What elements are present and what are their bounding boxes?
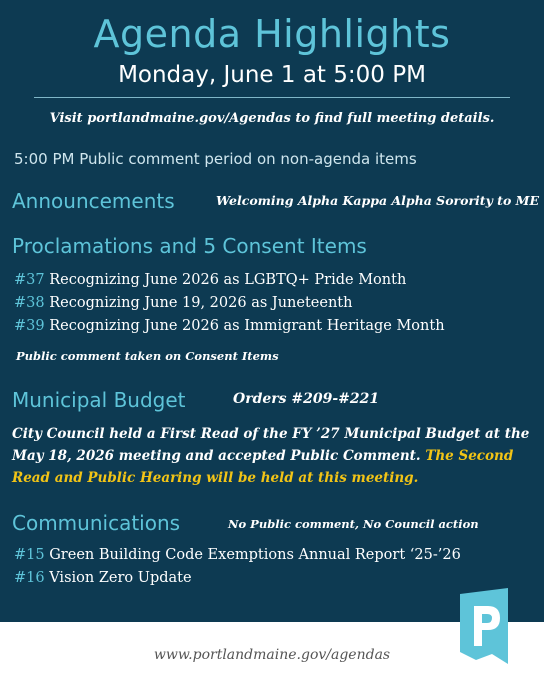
communications-note: No Public comment, No Council action [228,517,479,531]
title-divider [34,97,510,98]
item-number: #39 [14,318,45,334]
budget-heading: Municipal Budget [12,388,186,412]
budget-orders: Orders #209-#221 [233,391,380,407]
page-title: Agenda Highlights [93,12,451,56]
item-text: Recognizing June 2026 as LGBTQ+ Pride Month [49,272,407,288]
item-text: Green Building Code Exemptions Annual Report ‘25-’26 [49,547,461,563]
item-text: Vision Zero Update [49,570,192,586]
announcements-heading: Announcements [12,189,175,213]
item-number: #37 [14,272,45,288]
item-text: Recognizing June 2026 as Immigrant Heritage Month [49,318,445,334]
list-item [14,545,461,565]
item-text: Recognizing June 19, 2026 as Juneteenth [49,295,353,311]
list-item [14,293,352,313]
visit-instructions: Visit portlandmaine.gov/Agendas to find full meeting details. [49,111,495,126]
budget-highlight: The Second Read and Public Hearing will be held at this meeting. [12,448,514,486]
list-item [14,316,445,336]
item-number: #38 [14,295,45,311]
footer-link[interactable]: www.portlandmaine.gov/agendas [153,647,391,663]
consent-note: Public comment taken on Consent Items [16,349,279,363]
communications-heading: Communications [12,511,181,535]
item-number: #16 [14,570,45,586]
proclamations-heading: Proclamations and 5 Consent Items [12,234,367,258]
list-item [14,568,192,588]
budget-description [12,423,532,489]
budget-text: City Council held a First Read of the FY ’27 Municipal Budget at the May 18, 2026 meeting and accepted Public Comment. [12,426,530,464]
announcements-note: Welcoming Alpha Kappa Alpha Sorority to ME [216,193,540,208]
meeting-date: Monday, June 1 at 5:00 PM [118,62,426,88]
public-comment-period: 5:00 PM Public comment period on non-agenda items [14,150,417,168]
item-number: #15 [14,547,45,563]
list-item [14,270,406,290]
